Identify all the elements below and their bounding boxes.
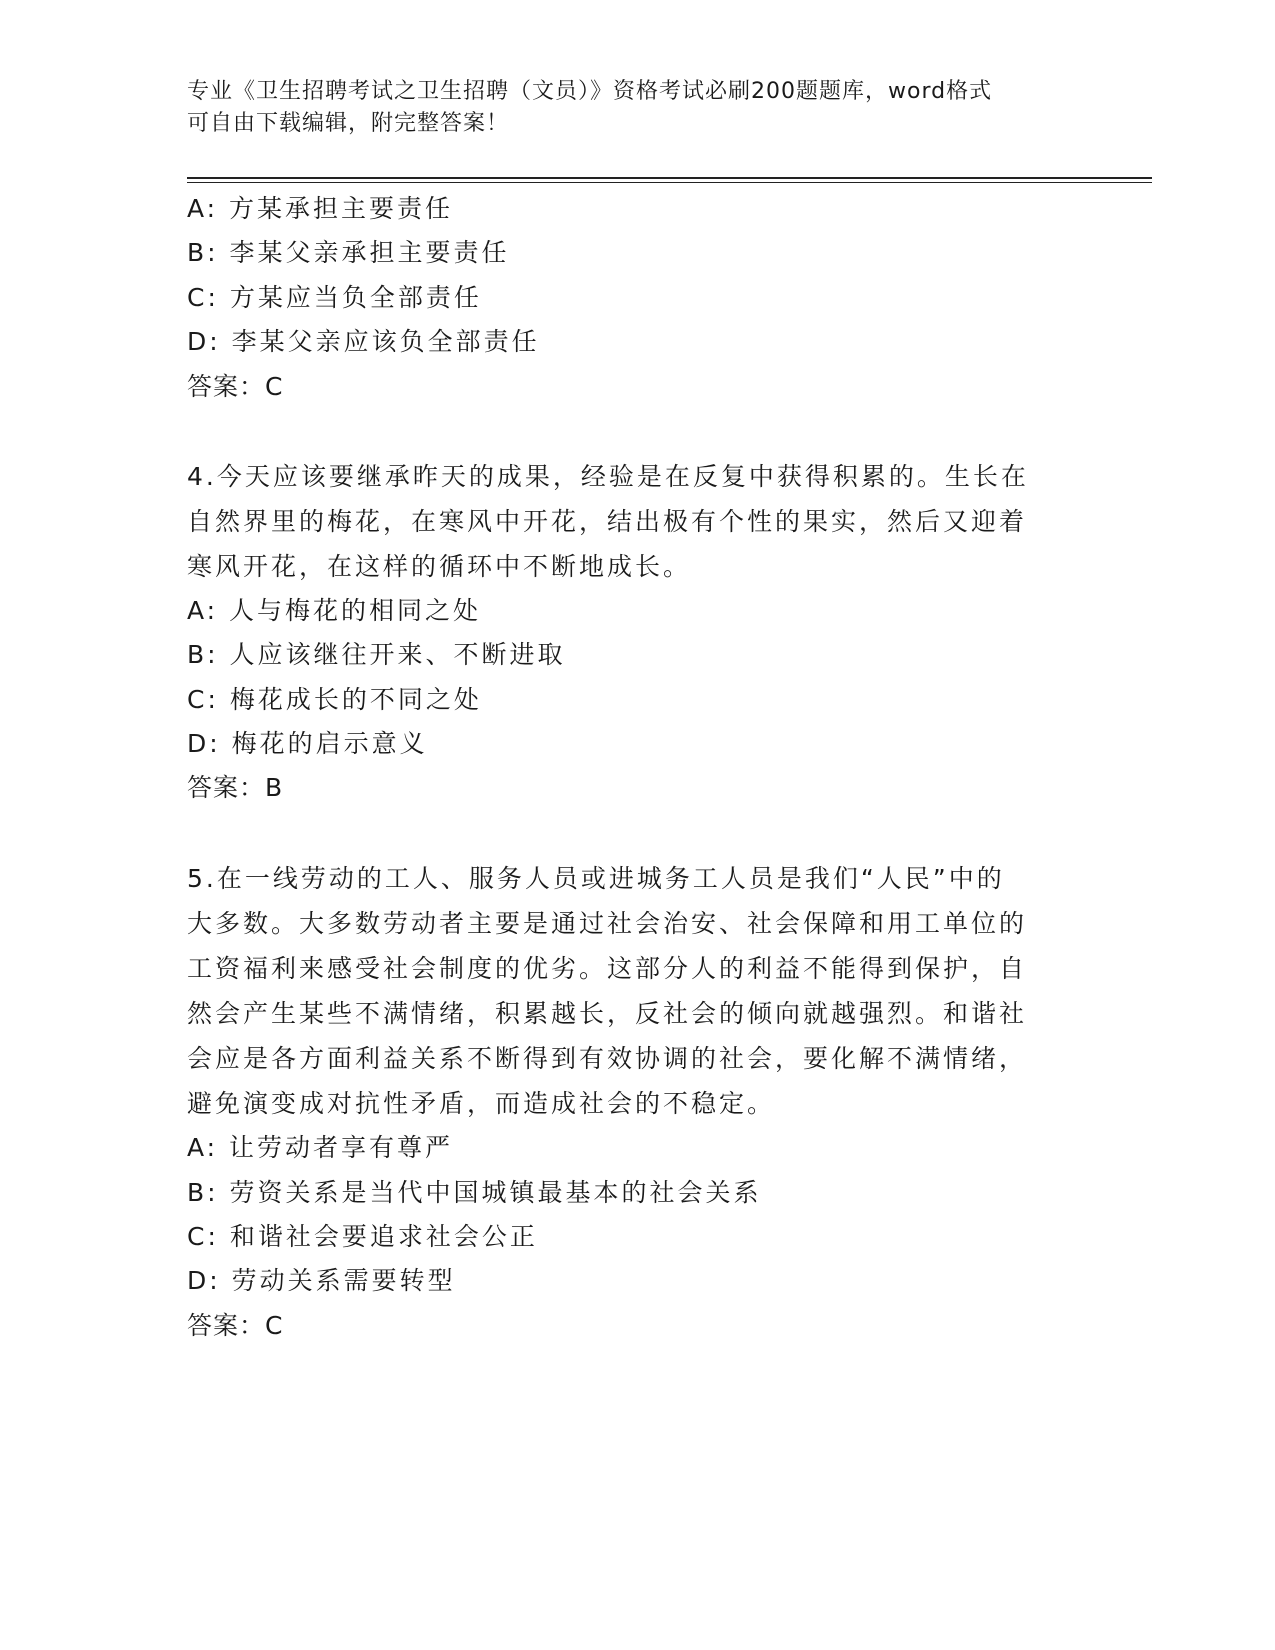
q3-answer: 答案：C <box>187 372 284 401</box>
q3-option-c: C: 方某应当负全部责任 <box>187 283 482 312</box>
header-rule-thin <box>187 182 1152 183</box>
q4-stem-line-1: 4.今天应该要继承昨天的成果，经验是在反复中获得积累的。生长在 <box>187 462 1029 491</box>
q5-answer: 答案：C <box>187 1311 284 1340</box>
q3-option-d: D: 李某父亲应该负全部责任 <box>187 327 540 356</box>
q3-option-b: B: 李某父亲承担主要责任 <box>187 238 510 267</box>
q4-stem-line-3: 寒风开花，在这样的循环中不断地成长。 <box>187 552 692 581</box>
q5-stem-line-3: 工资福利来感受社会制度的优劣。这部分人的利益不能得到保护，自 <box>187 954 1028 983</box>
q3-option-a: A: 方某承担主要责任 <box>187 194 454 223</box>
document-header <box>187 76 1087 140</box>
header-rule-thick <box>187 177 1152 179</box>
q4-option-a: A: 人与梅花的相同之处 <box>187 596 482 625</box>
q5-option-c: C: 和谐社会要追求社会公正 <box>187 1222 538 1251</box>
q5-stem-line-5: 会应是各方面利益关系不断得到有效协调的社会，要化解不满情绪， <box>187 1044 1028 1073</box>
q5-option-b: B: 劳资关系是当代中国城镇最基本的社会关系 <box>187 1178 762 1207</box>
q5-stem-line-2: 大多数。大多数劳动者主要是通过社会治安、社会保障和用工单位的 <box>187 909 1028 938</box>
q4-option-d: D: 梅花的启示意义 <box>187 729 428 758</box>
header-line-1: 专业《卫生招聘考试之卫生招聘（文员）》资格考试必刷200题题库，word格式 <box>187 79 993 104</box>
q4-answer: 答案：B <box>187 773 284 802</box>
q4-option-b: B: 人应该继往开来、不断进取 <box>187 640 566 669</box>
q5-stem-line-6: 避免演变成对抗性矛盾，而造成社会的不稳定。 <box>187 1089 776 1118</box>
q4-option-c: C: 梅花成长的不同之处 <box>187 685 482 714</box>
q5-stem-line-1: 5.在一线劳动的工人、服务人员或进城务工人员是我们“人民”中的 <box>187 864 1005 893</box>
q5-stem-line-4: 然会产生某些不满情绪，积累越长，反社会的倾向就越强烈。和谐社 <box>187 999 1028 1028</box>
header-line-2: 可自由下载编辑，附完整答案！ <box>187 111 510 136</box>
q4-stem-line-2: 自然界里的梅花，在寒风中开花，结出极有个性的果实，然后又迎着 <box>187 507 1028 536</box>
q5-option-a: A: 让劳动者享有尊严 <box>187 1133 454 1162</box>
q5-option-d: D: 劳动关系需要转型 <box>187 1266 456 1295</box>
